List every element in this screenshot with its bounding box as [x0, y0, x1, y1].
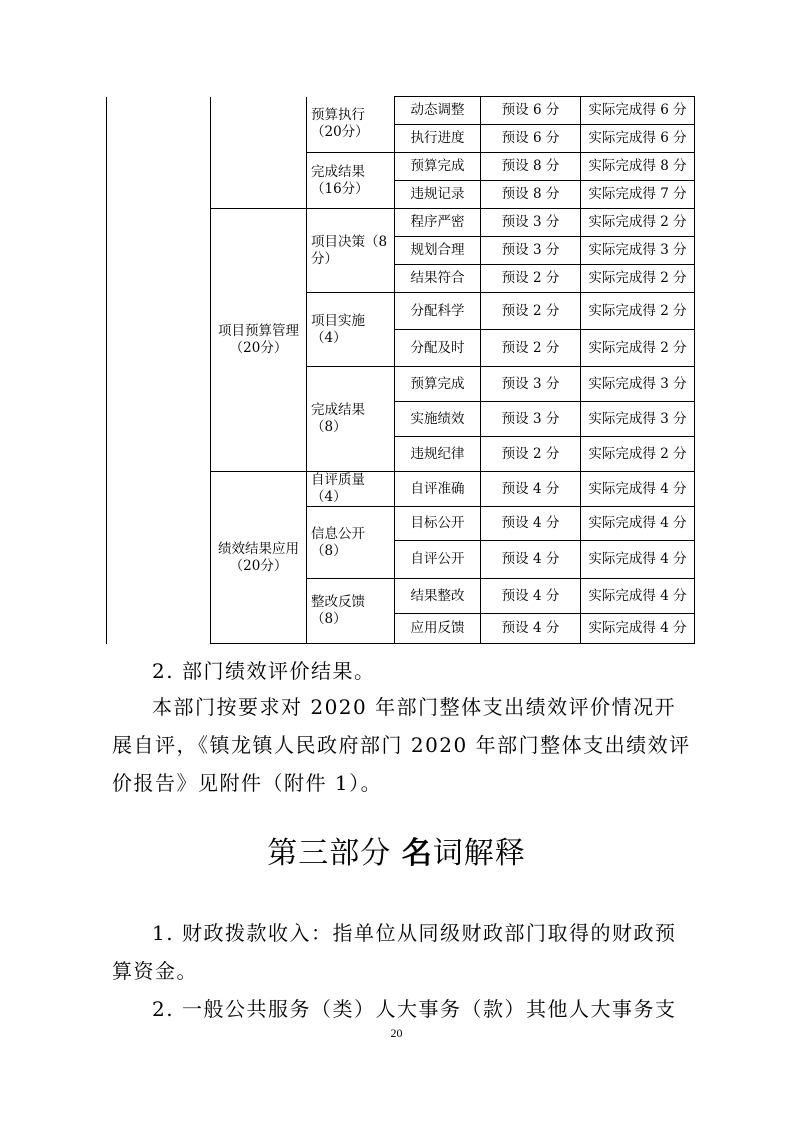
actual-score-cell: 实际完成得 4 分: [581, 614, 695, 644]
preset-score-cell: 预设 6 分: [481, 97, 581, 125]
actual-score-cell: 实际完成得 2 分: [581, 209, 695, 237]
table-column-1-blank: [107, 97, 211, 644]
item-cell: 分配科学: [395, 293, 481, 330]
actual-score-cell: 实际完成得 4 分: [581, 541, 695, 579]
actual-score-cell: 实际完成得 2 分: [581, 437, 695, 472]
item-cell: 动态调整: [395, 97, 481, 125]
preset-score-cell: 预设 4 分: [481, 507, 581, 541]
actual-score-cell: 实际完成得 2 分: [581, 293, 695, 330]
actual-score-cell: 实际完成得 3 分: [581, 367, 695, 402]
group-information-disclosure: 信息公开（8）: [307, 507, 395, 579]
actual-score-cell: 实际完成得 2 分: [581, 265, 695, 293]
item-cell: 执行进度: [395, 125, 481, 153]
part-three-title-a: 第三部分: [267, 836, 402, 871]
preset-score-cell: 预设 3 分: [481, 237, 581, 265]
page-number: 20: [390, 1026, 403, 1040]
item-cell: 自评准确: [395, 472, 481, 507]
definition-fiscal-appropriation: 1. 财政拨款收入：指单位从同级财政部门取得的财政预算资金。: [112, 921, 677, 983]
preset-score-cell: 预设 4 分: [481, 614, 581, 644]
item-cell: 违规记录: [395, 181, 481, 209]
item-cell: 结果符合: [395, 265, 481, 293]
item-cell: 目标公开: [395, 507, 481, 541]
actual-score-cell: 实际完成得 3 分: [581, 402, 695, 437]
preset-score-cell: 预设 2 分: [481, 265, 581, 293]
preset-score-cell: 预设 2 分: [481, 330, 581, 367]
preset-score-cell: 预设 3 分: [481, 209, 581, 237]
actual-score-cell: 实际完成得 2 分: [581, 330, 695, 367]
performance-score-table: [106, 96, 695, 644]
group-self-evaluation-quality: 自评质量（4）: [307, 472, 395, 507]
item-cell: 规划合理: [395, 237, 481, 265]
preset-score-cell: 预设 2 分: [481, 293, 581, 330]
group-completion-result: 完成结果（16分）: [307, 153, 395, 209]
group-rectification-feedback: 整改反馈（8）: [307, 579, 395, 644]
preset-score-cell: 预设 8 分: [481, 181, 581, 209]
part-three-title-b: 名: [401, 836, 433, 871]
category-project-budget-management: 项目预算管理（20分）: [211, 209, 307, 472]
preset-score-cell: 预设 6 分: [481, 125, 581, 153]
performance-result-paragraph: 本部门按要求对 2020 年部门整体支出绩效评价情况开展自评，《镇龙镇人民政府部门 2020 年部门整体支出绩效评价报告》见附件（附件 1）。: [112, 695, 691, 795]
actual-score-cell: 实际完成得 7 分: [581, 181, 695, 209]
actual-score-cell: 实际完成得 6 分: [581, 97, 695, 125]
preset-score-cell: 预设 3 分: [481, 367, 581, 402]
actual-score-cell: 实际完成得 6 分: [581, 125, 695, 153]
definition-general-public-services: 2. 一般公共服务（类）人大事务（款）其他人大事务支: [152, 997, 677, 1021]
actual-score-cell: 实际完成得 4 分: [581, 507, 695, 541]
preset-score-cell: 预设 8 分: [481, 153, 581, 181]
preset-score-cell: 预设 4 分: [481, 472, 581, 507]
preset-score-cell: 预设 2 分: [481, 437, 581, 472]
group-project-implementation: 项目实施（4）: [307, 293, 395, 367]
actual-score-cell: 实际完成得 4 分: [581, 579, 695, 614]
table-column-2-blank: [211, 97, 307, 209]
preset-score-cell: 预设 3 分: [481, 402, 581, 437]
part-three-title-c: 词解释: [432, 836, 526, 871]
part-three-title: [0, 828, 793, 872]
preset-score-cell: 预设 4 分: [481, 579, 581, 614]
group-completion-result-2: 完成结果（8）: [307, 367, 395, 472]
actual-score-cell: 实际完成得 3 分: [581, 237, 695, 265]
item-cell: 实施绩效: [395, 402, 481, 437]
item-cell: 分配及时: [395, 330, 481, 367]
item-cell: 应用反馈: [395, 614, 481, 644]
item-cell: 结果整改: [395, 579, 481, 614]
item-cell: 自评公开: [395, 541, 481, 579]
section-heading-performance-result: 2. 部门绩效评价结果。: [152, 659, 376, 683]
category-results-application: 绩效结果应用（20分）: [211, 472, 307, 644]
item-cell: 预算完成: [395, 153, 481, 181]
group-project-decision: 项目决策（8分）: [307, 209, 395, 293]
item-cell: 程序严密: [395, 209, 481, 237]
group-budget-execution: 预算执行（20分）: [307, 97, 395, 153]
actual-score-cell: 实际完成得 8 分: [581, 153, 695, 181]
item-cell: 预算完成: [395, 367, 481, 402]
preset-score-cell: 预设 4 分: [481, 541, 581, 579]
item-cell: 违规纪律: [395, 437, 481, 472]
actual-score-cell: 实际完成得 4 分: [581, 472, 695, 507]
